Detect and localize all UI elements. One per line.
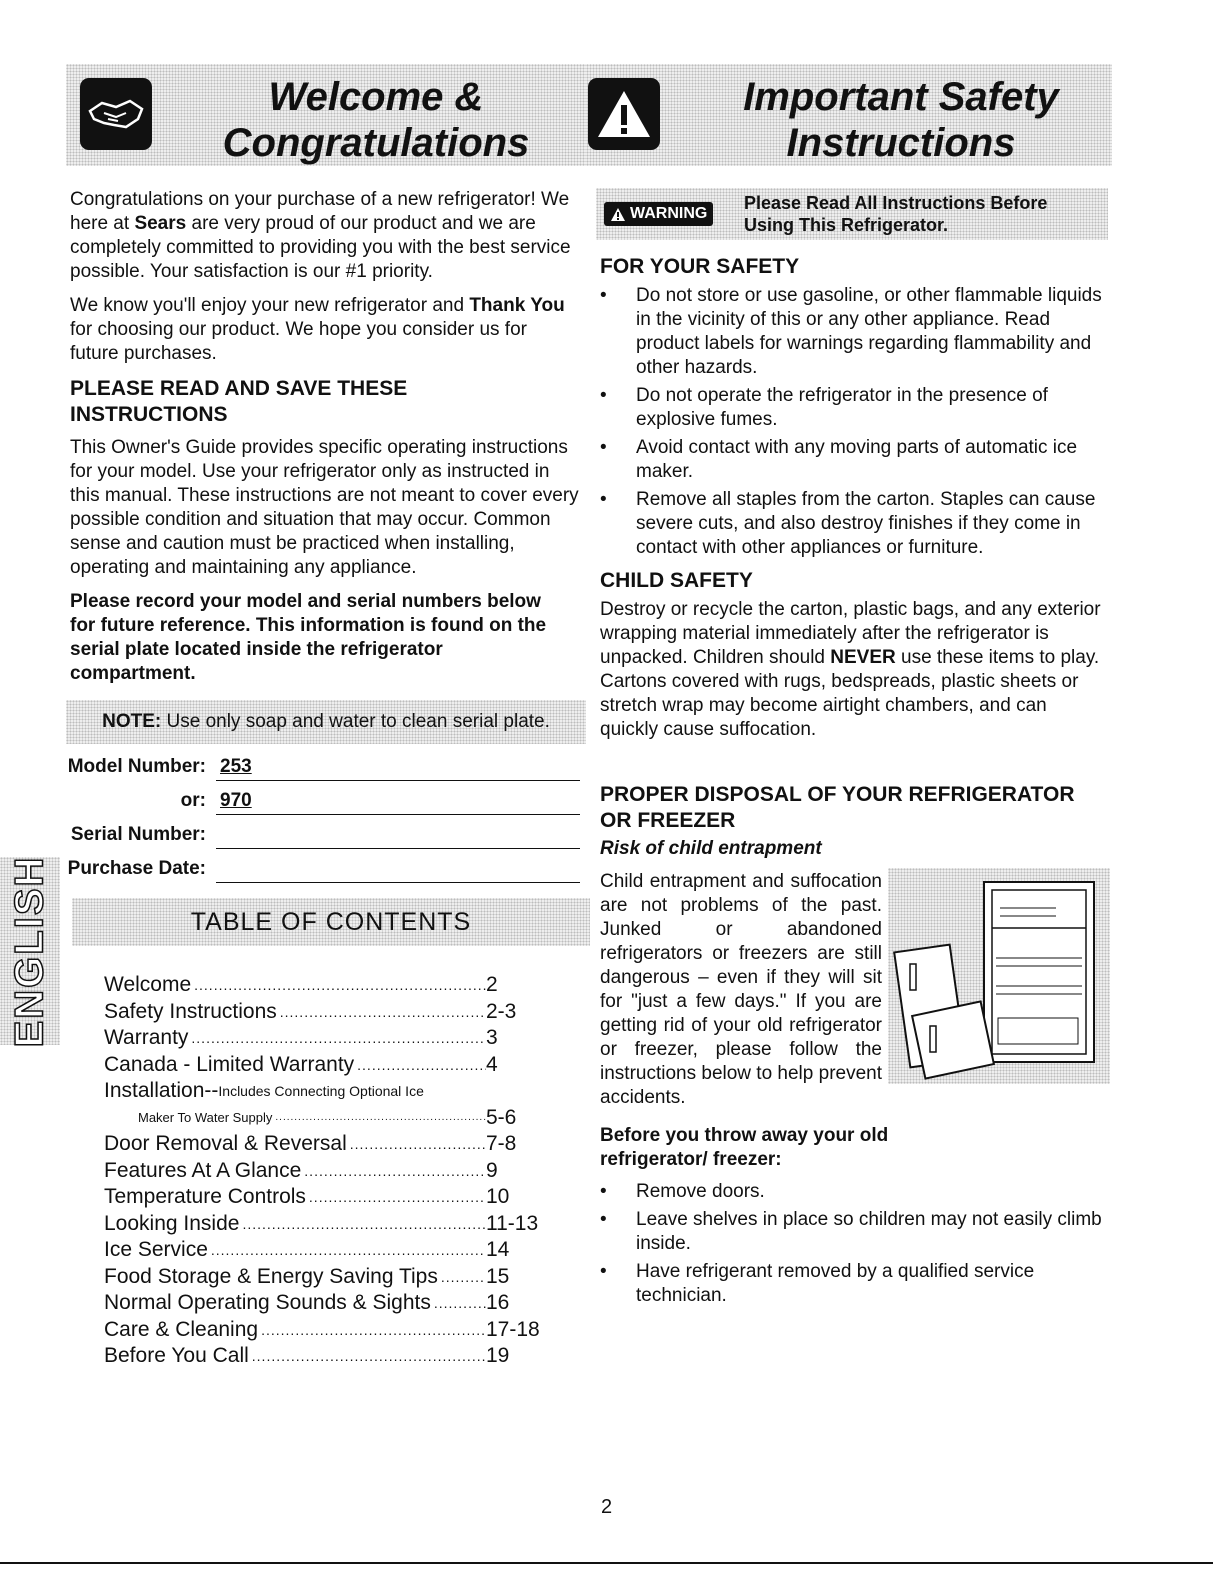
toc-banner — [72, 898, 590, 946]
toc-item[interactable]: Features At A Glance ..... 9 — [104, 1158, 544, 1185]
safety-list — [600, 284, 1110, 560]
record-paragraph: Please record your model and serial numbers below for future reference. This information is found on the serial plate located inside the refrigerator compartment. — [70, 591, 547, 684]
list-item: • Do not store or use gasoline, or other flammable liquids in the vicinity of this or any other appliance. Read product labels for warnings regarding flammability and other hazards. — [600, 284, 1110, 380]
alt-model-number-field[interactable]: or: 970 — [70, 784, 580, 818]
warning-triangle-icon — [588, 78, 660, 150]
save-instructions-heading: PLEASE READ AND SAVE THESE INSTRUCTIONS — [70, 377, 408, 426]
toc-item[interactable]: Temperature Controls ..... 10 — [104, 1184, 544, 1211]
child-safety-paragraph: Destroy or recycle the carton, plastic bags, and any exterior wrapping material immediately after the refrigerator is unpacked. Children should NEVER use these items to play. Cartons covered with rugs, bedspreads, plastic sheets or stretch wrap may become airtight chambers, and can quickly cause suffocation. — [600, 599, 1101, 740]
toc-item[interactable]: Before You Call ..... 19 — [104, 1343, 544, 1370]
disposal-list — [600, 1180, 1110, 1308]
toc-item[interactable]: Ice Service ..... 14 — [104, 1237, 544, 1264]
list-item: • Leave shelves in place so children may not easily climb inside. — [600, 1208, 1110, 1256]
toc-item[interactable]: Welcome ..... 2 — [104, 972, 544, 999]
list-item: • Have refrigerant removed by a qualified service technician. — [600, 1260, 1110, 1308]
language-tab: ENGLISH — [0, 857, 60, 1045]
warning-triangle-icon — [610, 207, 626, 222]
safety-banner — [586, 64, 1112, 166]
toc-item[interactable]: Door Removal & Reversal ..... 7-8 — [104, 1131, 544, 1158]
purchase-date-field[interactable]: Purchase Date: — [70, 852, 580, 886]
list-item: • Do not operate the refrigerator in the presence of explosive fumes. — [600, 384, 1110, 432]
child-safety-heading: CHILD SAFETY — [600, 569, 753, 592]
toc-item[interactable]: Warranty ..... 3 — [104, 1025, 544, 1052]
warning-box — [596, 188, 1108, 240]
refrigerator-illustration — [888, 868, 1110, 1084]
entrapment-section — [600, 870, 1110, 1110]
welcome-banner — [66, 64, 586, 166]
note-label: NOTE: — [102, 711, 162, 732]
thanks-paragraph: We know you'll enjoy your new refrigerator and Thank You for choosing our product. We hope you consider us for future purchases. — [70, 295, 565, 364]
page-number: 2 — [600, 1496, 613, 1518]
disposal-heading: PROPER DISPOSAL OF YOUR REFRIGERATOR OR FREEZER — [600, 783, 1075, 832]
table-of-contents — [104, 972, 544, 1370]
toc-item[interactable]: Food Storage & Energy Saving Tips ..... 15 — [104, 1264, 544, 1291]
list-item: • Remove all staples from the carton. Staples can cause severe cuts, and also destroy finishes if they come in contact with other appliances or furniture. — [600, 488, 1110, 560]
toc-item[interactable]: Canada - Limited Warranty ..... 4 — [104, 1052, 544, 1079]
right-column — [600, 188, 1110, 1316]
handshake-icon — [80, 78, 152, 150]
model-number-field[interactable]: Model Number: 253 — [70, 750, 580, 784]
toc-item[interactable]: Normal Operating Sounds & Sights ..... 16 — [104, 1290, 544, 1317]
note-text: Use only soap and water to clean serial plate. — [161, 711, 550, 732]
welcome-title: Welcome & Congratulations — [222, 75, 530, 165]
risk-subheading: Risk of child entrapment — [600, 838, 822, 859]
for-your-safety-heading: FOR YOUR SAFETY — [600, 255, 800, 278]
note-box — [66, 700, 586, 744]
intro-paragraph: Congratulations on your purchase of a new refrigerator! We here at Sears are very proud of our product and we are completely committed to providing you with the best service possible. Your satisfaction is our #1 priority. — [70, 189, 571, 282]
before-throw-heading: Before you throw away your old refrigerator/ freezer: — [600, 1125, 889, 1170]
toc-item[interactable]: Looking Inside ..... 11-13 — [104, 1211, 544, 1238]
bottom-rule — [0, 1562, 1213, 1564]
toc-item[interactable]: Maker To Water Supply ..... 5-6 — [104, 1105, 544, 1132]
list-item: • Remove doors. — [600, 1180, 1110, 1204]
serial-number-field[interactable]: Serial Number: — [70, 818, 580, 852]
toc-item[interactable]: Safety Instructions ..... 2-3 — [104, 999, 544, 1026]
record-fields — [67, 750, 580, 886]
warning-text: Please Read All Instructions Before Using This Refrigerator. — [744, 193, 1048, 235]
entrapment-paragraph: Child entrapment and suffocation are not problems of the past. Junked or abandoned refrigerators or freezers are still dangerous – even if they will sit for "just a few days." If you are getting rid of your old refrigerator or freezer, please follow the instructions below to help prevent accidents. — [600, 871, 882, 1108]
toc-item[interactable]: Installation-- Includes Connecting Optional Ice — [104, 1079, 424, 1102]
toc-title: TABLE OF CONTENTS — [190, 907, 472, 936]
warning-badge: WARNING — [604, 202, 713, 226]
toc-item[interactable]: Care & Cleaning ..... 17-18 — [104, 1317, 544, 1344]
guide-paragraph: This Owner's Guide provides specific operating instructions for your model. Use your refrigerator only as instructed in this manual. These instructions are not meant to cover every possible condition and situation that may occur. Common sense and caution must be practiced when installing, operating and maintaining any appliance. — [70, 437, 579, 578]
safety-title: Important Safety Instructions — [743, 75, 1059, 165]
list-item: • Avoid contact with any moving parts of automatic ice maker. — [600, 436, 1110, 484]
left-column — [67, 188, 580, 886]
